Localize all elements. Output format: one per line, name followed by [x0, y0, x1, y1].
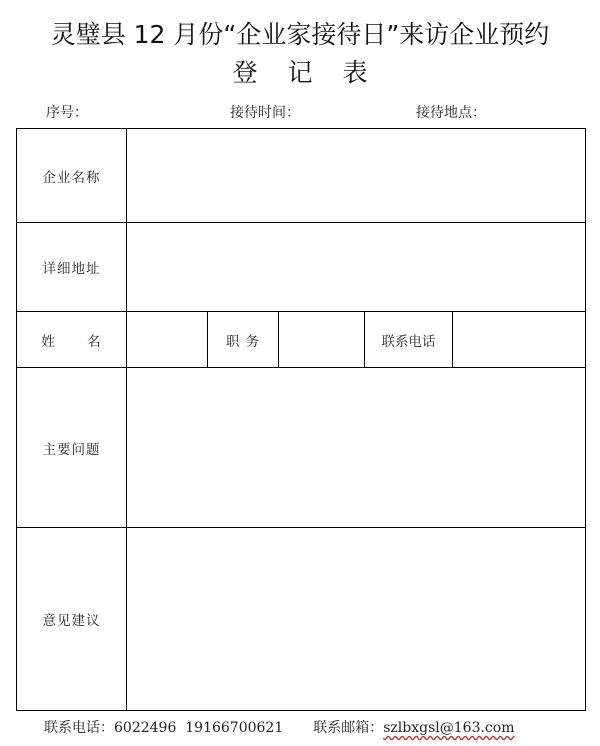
reception-place-label: 接待地点：: [416, 105, 486, 121]
address-label: 详细地址: [17, 223, 127, 312]
footer-phone-label: 联系电话：: [44, 720, 114, 736]
form-title-line2: 登 记 表: [232, 58, 368, 87]
name-label: 姓 名: [17, 312, 127, 368]
company-name-label: 企业名称: [17, 129, 127, 223]
footer-phone-numbers: 6022496 19166700621: [114, 720, 284, 736]
suggestions-label: 意见建议: [17, 528, 127, 711]
main-issues-label: 主要问题: [17, 368, 127, 528]
position-field[interactable]: [279, 312, 365, 368]
sequence-number-label: 序号：: [46, 105, 88, 121]
position-label: 职 务: [208, 312, 279, 368]
main-issues-field[interactable]: [127, 368, 586, 528]
name-field[interactable]: [127, 312, 208, 368]
company-name-field[interactable]: [127, 129, 586, 223]
registration-table: [16, 128, 586, 711]
reception-time-label: 接待时间：: [230, 105, 300, 121]
contact-footer: [44, 718, 514, 738]
suggestions-field[interactable]: [127, 528, 586, 711]
footer-email[interactable]: szlbxgsl@163.com: [383, 720, 515, 736]
footer-email-label: 联系邮箱：: [313, 720, 384, 736]
phone-label: 联系电话: [365, 312, 453, 368]
phone-field[interactable]: [453, 312, 586, 368]
address-field[interactable]: [127, 223, 586, 312]
form-title-line1: 灵璧县 12 月份“企业家接待日”来访企业预约: [50, 20, 550, 49]
